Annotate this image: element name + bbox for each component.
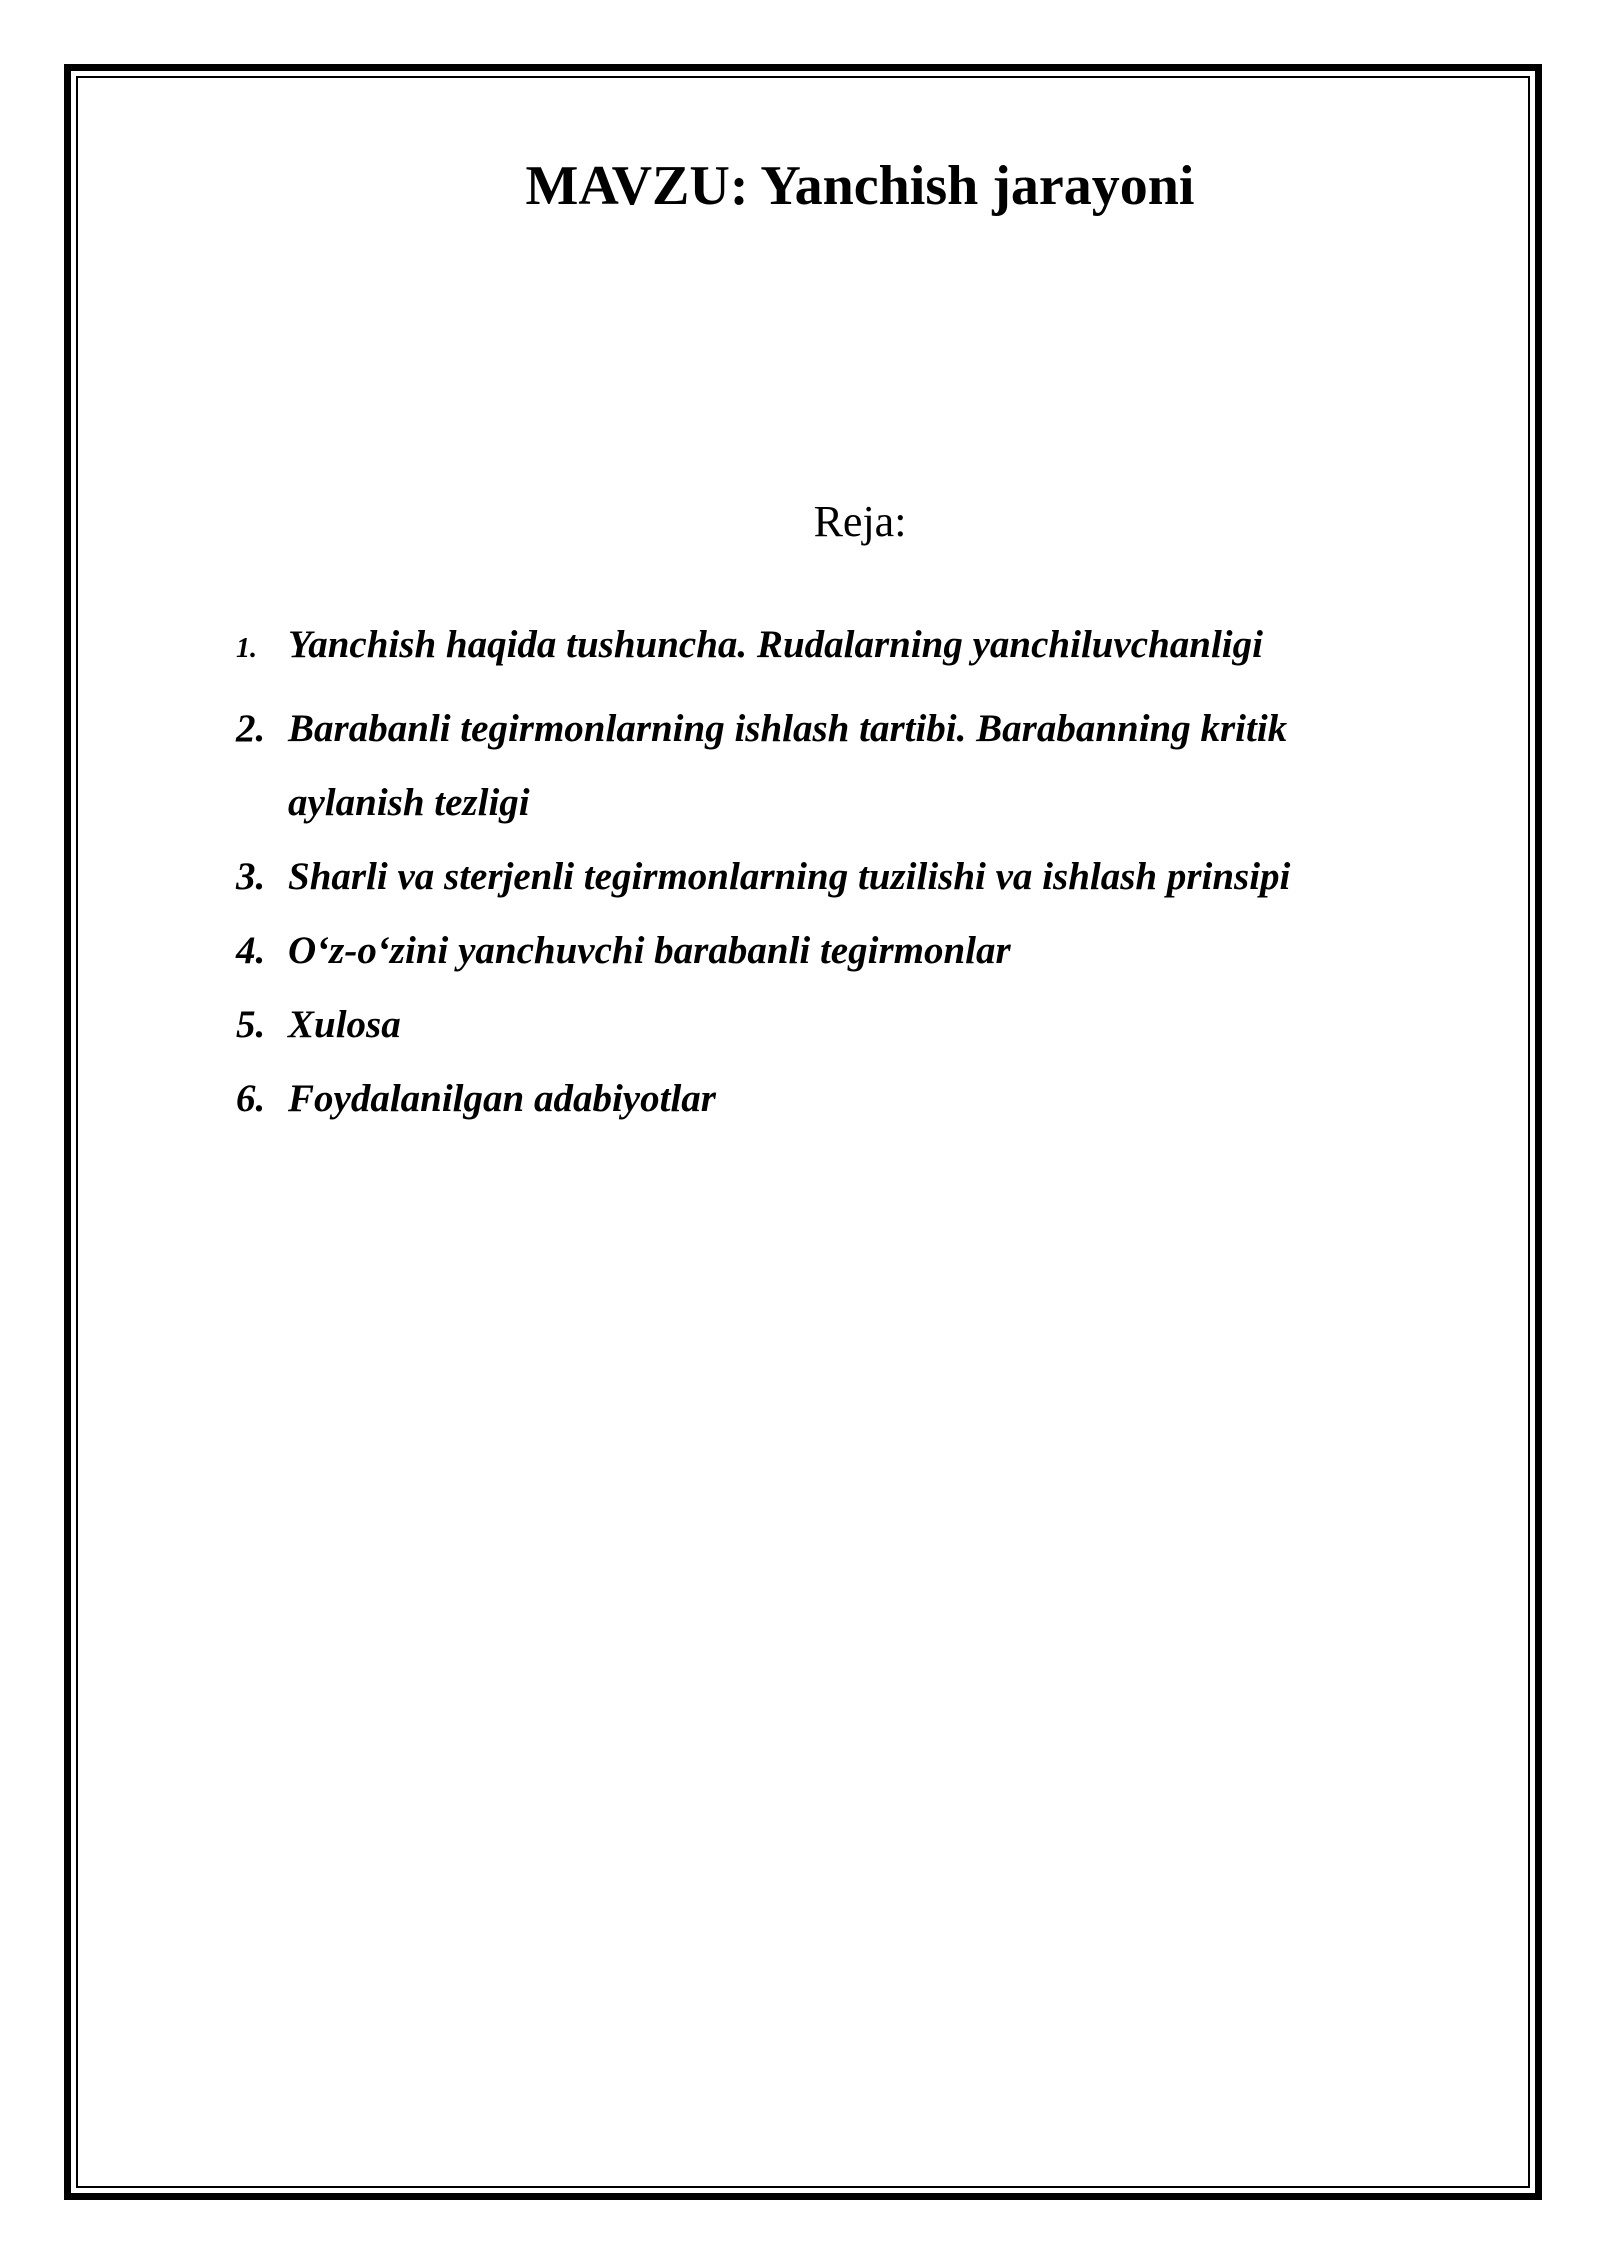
- plan-item-text: Yanchish haqida tushuncha. Rudalarning yanchiluvchanligi: [288, 623, 1263, 666]
- plan-item-number: 4.: [236, 929, 266, 972]
- plan-item-5: [236, 988, 1426, 1062]
- plan-heading: Reja:: [813, 497, 907, 546]
- plan-item-text: O‘z-o‘zini yanchuvchi barabanli tegirmonlar: [288, 929, 1011, 972]
- plan-item-number: 1.: [236, 633, 257, 664]
- plan-item-number: 6.: [236, 1077, 266, 1120]
- plan-item-number: 3.: [236, 855, 266, 898]
- plan-item-number: 2.: [236, 707, 266, 750]
- plan-item-1: [236, 608, 1426, 682]
- plan-item-2: [236, 692, 1426, 840]
- plan-item-3: [236, 840, 1426, 914]
- plan-item-text: Barabanli tegirmonlarning ishlash tartibi. Barabanning kritik aylanish tezligi: [288, 707, 1288, 824]
- plan-item-4: [236, 914, 1426, 988]
- plan-item-number: 5.: [236, 1003, 266, 1046]
- plan-item-text: Foydalanilgan adabiyotlar: [288, 1077, 716, 1120]
- plan-item-text: Sharli va sterjenli tegirmonlarning tuzilishi va ishlash prinsipi: [288, 855, 1291, 898]
- plan-item-text: Xulosa: [288, 1003, 401, 1046]
- plan-item-6: [236, 1062, 1426, 1136]
- document-title: MAVZU: Yanchish jarayoni: [525, 155, 1195, 217]
